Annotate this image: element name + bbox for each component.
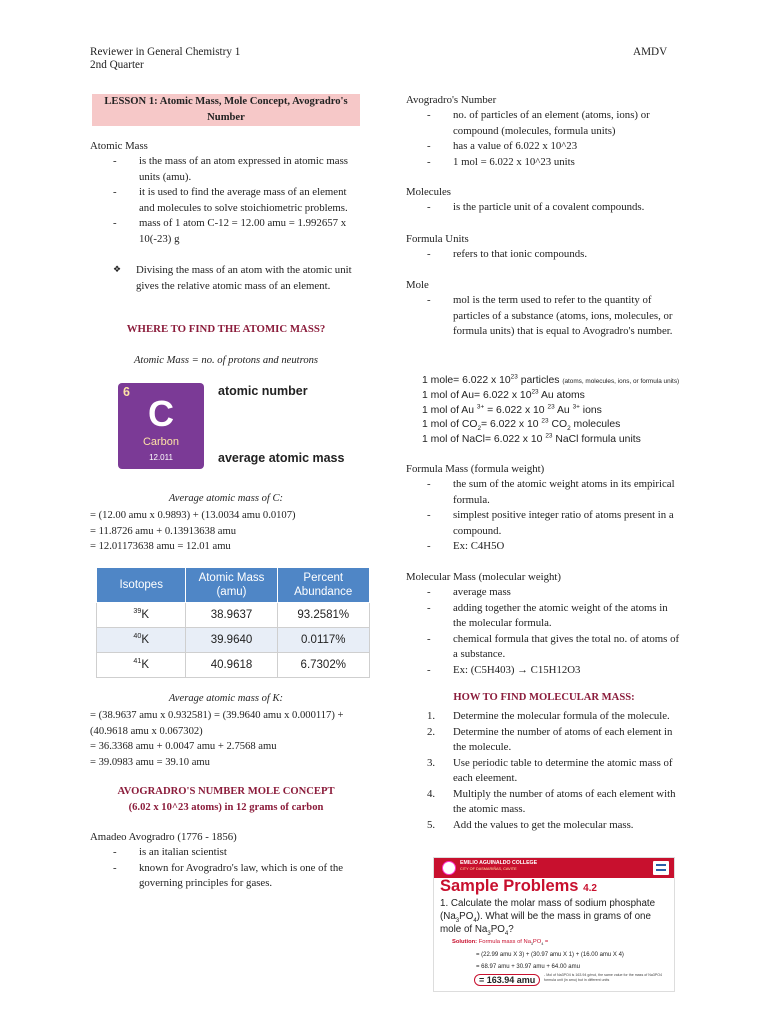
list-item: 2. Determine the number of atoms of each element in the molecule. (427, 725, 673, 753)
avg-k-line-2: (40.9618 amu x 0.067302) (90, 725, 203, 737)
avogadro-bullet-2: - has a value of 6.022 x 10^23 (427, 139, 682, 155)
avogadro-bullet-3: - 1 mol = 6.022 x 10^23 units (427, 155, 682, 171)
carbon-atomic-number: 6 (123, 385, 130, 399)
carbon-element-tile (118, 383, 204, 469)
mole-example-1: 1 mole= 6.022 x $10^{23}$ particles (atoms, molecules, ions, or formula units) (422, 373, 680, 386)
doc-title: Reviewer in General Chemistry 1 (90, 46, 241, 58)
list-item: 4. Multiply the number of atoms of each element with the atomic mass. (427, 787, 676, 815)
mole-example-5: 1 mol of NaCl= 6.022 x 10 $^{23}$ NaCl formula units (422, 432, 641, 445)
isotope-cell (97, 628, 186, 653)
molecular-mass-bullet-3: - chemical formula that gives the total no. of atoms of a substance. (427, 632, 682, 663)
avg-k-line-4: = 39.0983 amu = 39.10 amu (90, 756, 210, 768)
atomic-number-label: atomic number (218, 384, 308, 398)
lesson-title: LESSON 1: Atomic Mass, Mole Concept, Avogradro's Number (92, 94, 360, 126)
mass-cell: 39.9640 (186, 628, 277, 653)
college-name: EMILIO AGUINALDO COLLEGE (460, 860, 538, 866)
atomic-mass-bullet-2: - it is used to find the average mass of an element and molecules to solve stoichiometric problems. (113, 185, 360, 216)
slide-result: = 163.94 amu (474, 974, 540, 986)
list-item: 3. Use periodic table to determine the atomic mass of each eleement. (427, 756, 673, 784)
mole-section (406, 278, 682, 340)
avg-c-line-2: = 11.8726 amu + 0.13913638 amu (90, 525, 237, 537)
how-heading: HOW TO FIND MOLECULAR MASS: (453, 692, 635, 703)
doc-header-left (90, 46, 240, 71)
diamond-bullet-icon: ❖ (113, 265, 122, 275)
slide-question: 1. Calculate the molar mass of sodium phosphate $(Na_3PO_4)$. What will be the mass in grams of one mole of $Na_3PO_4$? (440, 898, 656, 937)
formula-units-title: Formula Units (406, 233, 469, 245)
publisher-logo-icon (653, 861, 669, 875)
mole-title: Mole (406, 279, 429, 291)
mole-example-3: 1 mol of Au $^{3+}$ = 6.022 x 10 $^{23}$ Au $^{3+}$ ions (422, 403, 602, 416)
formula-mass-bullet-3: - Ex: C4H5O (427, 539, 682, 555)
mole-bullet-1: - mol is the term used to refer to the quantity of particles of a substance (atoms, ions, molecules, or formula units) that is equal to Avogradro's number. (427, 293, 682, 340)
list-item: 1. Determine the molecular formula of the molecule. (427, 710, 670, 722)
isotope-header-isotopes: Isotopes (97, 568, 186, 603)
slide-solution-label: Solution: Formula mass of $Na_3PO_4$ = (452, 939, 549, 947)
abundance-cell: 93.2581% (277, 603, 370, 628)
slide-title: Sample Problems 4.2 (440, 877, 597, 895)
mole-example-2: 1 mol of Au= 6.022 x $10^{23}$ Au atoms (422, 388, 585, 402)
isotope-symbol: K (141, 634, 150, 646)
isotope-symbol: K (141, 609, 150, 621)
avg-c-line-1: = (12.00 amu x 0.9893) + (13.0034 amu 0.0107) (90, 510, 296, 521)
slide-header-bar (434, 858, 674, 878)
isotope-cell (97, 603, 186, 628)
carbon-symbol: C (148, 393, 174, 434)
table-row (97, 653, 370, 678)
mole-concept-heading (90, 784, 362, 816)
abundance-cell: 6.7302% (277, 653, 370, 678)
doc-quarter: 2nd Quarter (90, 59, 144, 71)
atomic-mass-title: Atomic Mass (90, 140, 148, 152)
mass-cell: 38.9637 (186, 603, 277, 628)
mole-example-4: 1 mol of $CO_2= 6.022$ x 10 $^{23}$ $CO_2$ molecules (422, 417, 621, 433)
formula-mass-bullet-2: - simplest positive integer ratio of atoms present in a compound. (427, 508, 682, 539)
isotope-cell (97, 653, 186, 678)
mole-concept-heading-line-1: AVOGRADRO'S NUMBER MOLE CONCEPT (117, 786, 335, 797)
slide-note: - Mol of Na3PO4 is 163.94 g/mol, the same value for the mass of Na3PO4 formula unit (in amu) but in different units (544, 973, 663, 982)
formula-mass-title: Formula Mass (formula weight) (406, 463, 545, 475)
atomic-mass-formula: Atomic Mass = no. of protons and neutrons (133, 355, 319, 366)
table-row (97, 628, 370, 653)
atomic-mass-section (90, 139, 360, 247)
atomic-mass-bullet-1: - is the mass of an atom expressed in atomic mass units (amu). (113, 154, 360, 185)
formula-units-bullet-1: - refers to that ionic compounds. (427, 247, 682, 263)
avogadro-number-section (406, 93, 682, 170)
how-steps (427, 709, 683, 833)
molecular-mass-bullet-1: - average mass (427, 585, 682, 601)
formula-mass-bullet-1: - the sum of the atomic weight atoms in its empirical formula. (427, 477, 682, 508)
amadeo-title: Amadeo Avogradro (1776 - 1856) (90, 831, 237, 843)
slide-calc-2: = 68.97 amu + 30.97 amu + 64.00 amu (476, 964, 580, 970)
molecular-mass-section (406, 570, 682, 678)
where-heading: WHERE TO FIND THE ATOMIC MASS? (126, 323, 326, 335)
doc-author: AMDV (633, 46, 668, 58)
molecular-mass-bullet-2: - adding together the atomic weight of the atoms in the molecular formula. (427, 601, 682, 632)
isotope-mass-number: 39 (133, 607, 142, 616)
molecular-mass-title: Molecular Mass (molecular weight) (406, 571, 562, 583)
college-seal-icon (442, 861, 456, 875)
avg-c-line-3: = 12.01173638 amu = 12.01 amu (90, 541, 231, 552)
mole-examples (422, 374, 692, 447)
diamond-note (113, 263, 363, 294)
list-item: 5. Add the values to get the molecular mass. (427, 818, 634, 831)
avg-k-title: Average atomic mass of K: (168, 693, 284, 704)
diamond-note-text: Divising the mass of an atom with the atomic unit gives the relative atomic mass of an element. (136, 264, 352, 292)
molecules-bullet-1: - is the particle unit of a covalent compounds. (427, 200, 682, 216)
formula-mass-section (406, 462, 682, 555)
amadeo-section (90, 830, 360, 892)
slide-calc-1: = (22.99 amu X 3) + (30.97 amu X 1) + (16.00 amu X 4) (476, 952, 624, 958)
carbon-mass: 12.011 (149, 453, 173, 462)
isotope-mass-number: 41 (133, 657, 142, 666)
molecules-title: Molecules (406, 186, 451, 198)
carbon-name: Carbon (142, 436, 180, 448)
mass-cell: 40.9618 (186, 653, 277, 678)
average-atomic-mass-label: average atomic mass (218, 451, 345, 465)
formula-units-section (406, 232, 682, 263)
avg-k-line-1: = (38.9637 amu x 0.932581) = (39.9640 amu x 0.000117) + (90, 710, 344, 721)
atomic-mass-bullet-3: - mass of 1 atom C-12 = 12.00 amu = 1.992657 x 10(-23) g (113, 216, 360, 247)
college-location: CITY OF DASMARIÑAS, CAVITE (460, 867, 517, 871)
isotope-mass-number: 40 (133, 632, 142, 641)
avg-k-line-3: = 36.3368 amu + 0.0047 amu + 2.7568 amu (90, 741, 277, 752)
isotope-table (96, 567, 370, 678)
avg-c-title: Average atomic mass of C: (168, 493, 284, 504)
avogadro-number-title: Avogradro's Number (406, 94, 497, 106)
isotope-header-abundance: Percent Abundance (277, 568, 370, 603)
avg-c-calc (90, 508, 296, 555)
mole-concept-heading-line-2: (6.02 x 10^23 atoms) in 12 grams of carbon (128, 802, 324, 813)
abundance-cell: 0.0117% (277, 628, 370, 653)
avogadro-bullet-1: - no. of particles of an element (atoms, ions) or compound (molecules, formula units) (427, 108, 682, 139)
molecules-section (406, 185, 682, 216)
isotope-header-mass: Atomic Mass (amu) (186, 568, 277, 603)
table-row (97, 603, 370, 628)
molecular-mass-bullet-4: - Ex: (C5H403) → C15H12O3 (427, 663, 682, 679)
sample-problems-slide (433, 857, 675, 992)
amadeo-bullet-1: - is an italian scientist (113, 845, 360, 861)
isotope-symbol: K (141, 659, 150, 671)
avg-k-calc (90, 708, 344, 770)
amadeo-bullet-2: - known for Avogradro's law, which is one of the governing principles for gases. (113, 861, 360, 892)
